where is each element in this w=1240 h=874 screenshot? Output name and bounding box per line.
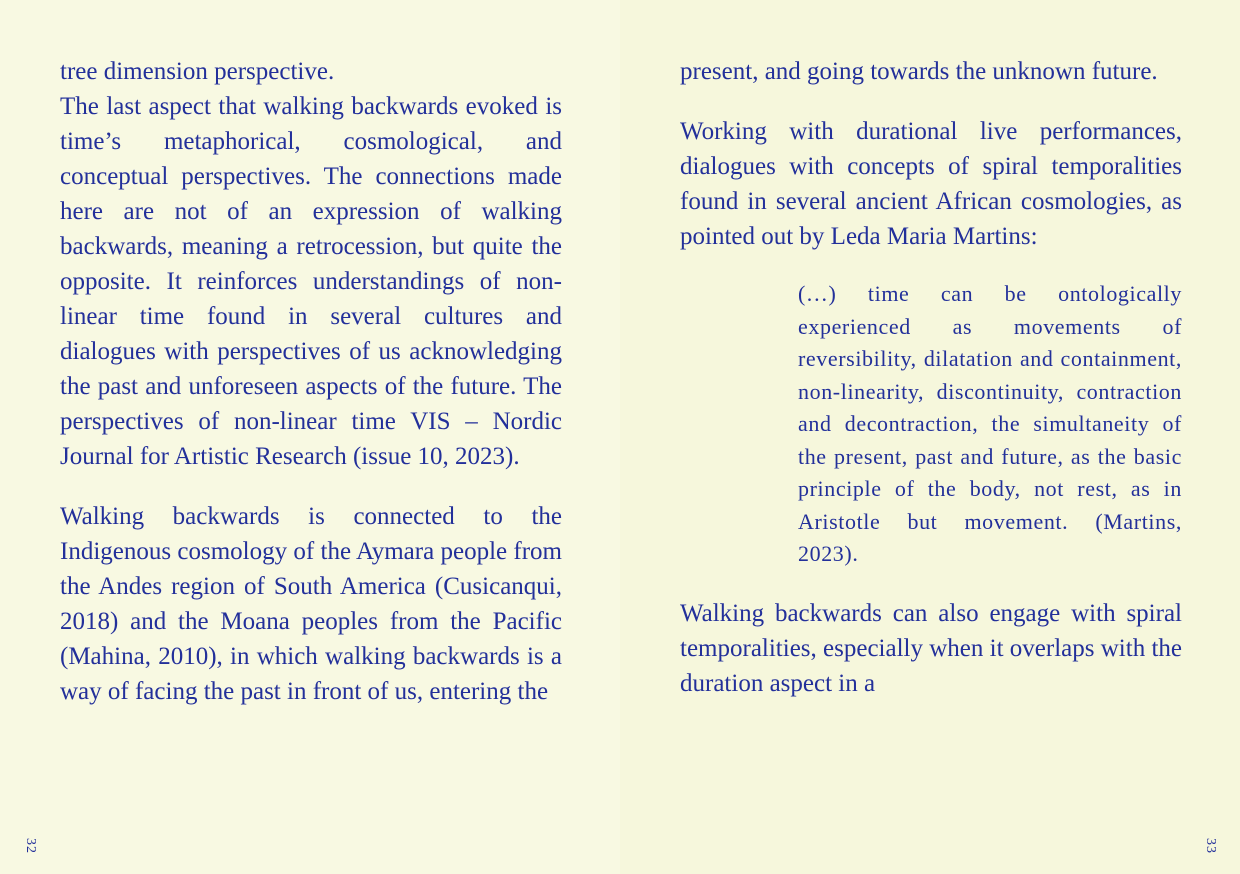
right-page	[620, 0, 1240, 874]
paragraph-walking-backwards-cosmology: Walking backwards is connected to the Indigenous cosmology of the Aymara people from the Andes region of South America (Cusicanqui, 2018) and the Moana peoples from the Pacific (Mahina, 2010), in which walking backwards is a way of facing the past in front of us, entering the	[60, 503, 562, 705]
paragraph-durational-performances: Working with durational live performances, dialogues with concepts of spiral temporalities found in several ancient African cosmologies, as pointed out by Leda Maria Martins:	[680, 118, 1182, 250]
paragraph-last-aspect: The last aspect that walking backwards evoked is time’s metaphorical, cosmological, and conceptual perspectives. The connections made here are not of an expression of walking backwards, meaning a retrocession, but quite the opposite. It reinforces understandings of non-linear time found in several cultures and dialogues with perspectives of us acknowledging the past and unforeseen aspects of the future. The perspectives of non-linear time VIS – Nordic Journal for Artistic Research (issue 10, 2023).	[60, 93, 562, 470]
left-text-column	[60, 54, 562, 709]
paragraph-spiral-temporalities: Walking backwards can also engage with spiral temporalities, especially when it overlaps with the duration aspect in a	[680, 599, 1182, 697]
block-quote-martins: (…) time can be ontologically experienced as movements of reversibility, dilatation and containment, non-linearity, discontinuity, contraction and decontraction, the simultaneity of the present, past and future, as the basic principle of the body, not rest, as in Aristotle but movement. (Martins, 2023).	[798, 281, 1182, 566]
paragraph-continuation-right: present, and going towards the unknown future.	[680, 58, 1158, 85]
page-number-right: 33	[1203, 838, 1218, 854]
page-number-left: 32	[23, 838, 38, 854]
paragraph-continuation: tree dimension perspective.	[60, 58, 335, 85]
right-text-column	[680, 54, 1182, 701]
